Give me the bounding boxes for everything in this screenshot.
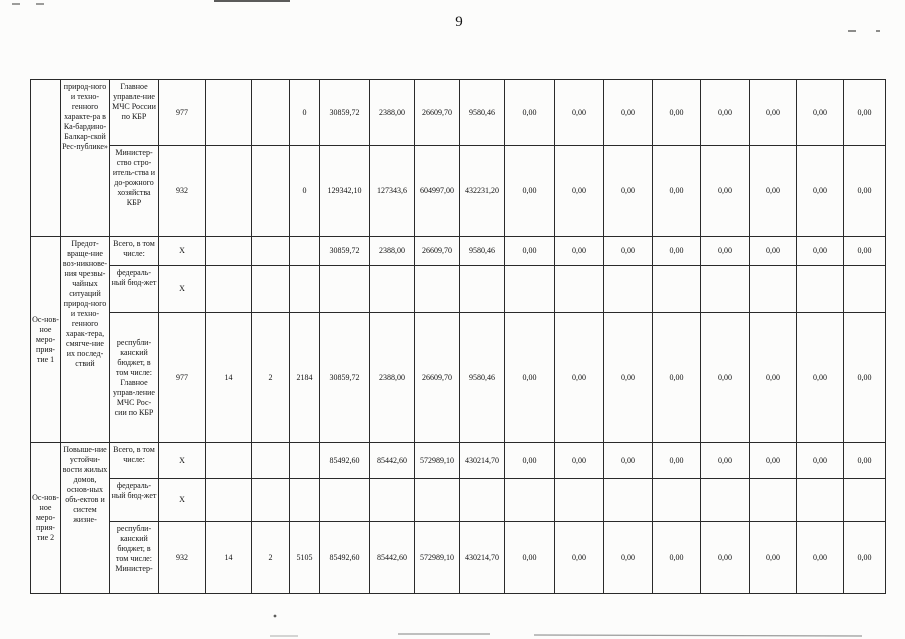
value-cell: 85492,60	[320, 522, 370, 594]
value-cell: 0,00	[844, 80, 886, 146]
value-cell	[604, 479, 653, 522]
table-row	[31, 522, 886, 594]
value-cell: 0,00	[844, 443, 886, 479]
value-cell	[750, 479, 797, 522]
code-cell	[252, 479, 290, 522]
value-cell: 0,00	[555, 522, 604, 594]
code-cell	[252, 266, 290, 313]
value-cell: 0,00	[604, 313, 653, 443]
main-event-label-cell: Ос-нов-ное меро-прия-тие 2	[31, 443, 61, 594]
code-cell	[206, 479, 252, 522]
value-cell	[701, 479, 750, 522]
code-cell	[252, 80, 290, 146]
value-cell: 0,00	[750, 237, 797, 266]
value-cell: 0,00	[797, 146, 844, 237]
value-cell: 0,00	[701, 313, 750, 443]
value-cell: 0,00	[750, 313, 797, 443]
value-cell: 572989,10	[415, 522, 460, 594]
value-cell: 0,00	[555, 313, 604, 443]
value-cell: 0,00	[750, 146, 797, 237]
value-cell: 30859,72	[320, 80, 370, 146]
event-description-cell: Предот-вращe-ние воз-никнове-ния чрезвы-чайных ситуаций природ-ного и техно-генного харак-тера, смягче-ние их послед-ствий	[61, 237, 110, 443]
code-cell	[290, 443, 320, 479]
value-cell	[505, 479, 555, 522]
value-cell	[604, 266, 653, 313]
value-cell: 604997,00	[415, 146, 460, 237]
value-cell: 0,00	[844, 522, 886, 594]
value-cell: 2388,00	[370, 80, 415, 146]
value-cell: 0,00	[604, 443, 653, 479]
value-cell	[555, 479, 604, 522]
responsible-executor-cell: федераль-ный бюд-жет	[110, 266, 159, 313]
table-row	[31, 313, 886, 443]
page-number: 9	[455, 14, 463, 30]
value-cell: 0,00	[555, 443, 604, 479]
value-cell	[460, 479, 505, 522]
code-cell: 932	[159, 522, 206, 594]
value-cell: 0,00	[701, 146, 750, 237]
value-cell	[320, 266, 370, 313]
value-cell: 2388,00	[370, 237, 415, 266]
value-cell	[797, 266, 844, 313]
value-cell: 0,00	[653, 443, 701, 479]
value-cell: 85492,60	[320, 443, 370, 479]
value-cell: 0,00	[701, 522, 750, 594]
value-cell: 9580,46	[460, 313, 505, 443]
responsible-executor-cell: федераль-ный бюд-жет	[110, 479, 159, 522]
value-cell: 0,00	[701, 443, 750, 479]
code-cell: 0	[290, 146, 320, 237]
value-cell: 0,00	[505, 522, 555, 594]
value-cell: 0,00	[844, 237, 886, 266]
code-cell: X	[159, 266, 206, 313]
value-cell	[653, 266, 701, 313]
value-cell: 0,00	[701, 237, 750, 266]
value-cell: 9580,46	[460, 80, 505, 146]
value-cell: 85442,60	[370, 443, 415, 479]
value-cell: 0,00	[505, 80, 555, 146]
responsible-executor-cell: республи-канский бюджет, в том числе: Министер-	[110, 522, 159, 594]
value-cell: 26609,70	[415, 237, 460, 266]
code-cell: X	[159, 479, 206, 522]
value-cell: 0,00	[797, 237, 844, 266]
code-cell: 2	[252, 313, 290, 443]
value-cell: 0,00	[750, 80, 797, 146]
value-cell: 430214,70	[460, 443, 505, 479]
value-cell: 0,00	[604, 80, 653, 146]
code-cell: 5105	[290, 522, 320, 594]
code-cell	[206, 80, 252, 146]
code-cell	[252, 237, 290, 266]
value-cell: 0,00	[797, 313, 844, 443]
value-cell: 0,00	[505, 313, 555, 443]
code-cell	[290, 266, 320, 313]
value-cell	[844, 266, 886, 313]
value-cell: 0,00	[750, 522, 797, 594]
table-row	[31, 266, 886, 313]
code-cell: 2184	[290, 313, 320, 443]
table-row	[31, 146, 886, 237]
value-cell: 0,00	[604, 522, 653, 594]
code-cell: X	[159, 237, 206, 266]
table-row	[31, 443, 886, 479]
value-cell: 0,00	[797, 522, 844, 594]
value-cell: 127343,6	[370, 146, 415, 237]
value-cell: 572989,10	[415, 443, 460, 479]
code-cell	[206, 146, 252, 237]
value-cell: 0,00	[555, 80, 604, 146]
value-cell: 0,00	[653, 313, 701, 443]
value-cell: 26609,70	[415, 80, 460, 146]
value-cell: 0,00	[653, 237, 701, 266]
value-cell: 0,00	[797, 80, 844, 146]
value-cell	[555, 266, 604, 313]
code-cell: 2	[252, 522, 290, 594]
code-cell	[206, 443, 252, 479]
value-cell: 0,00	[750, 443, 797, 479]
code-cell	[252, 146, 290, 237]
value-cell	[370, 266, 415, 313]
value-cell	[797, 479, 844, 522]
value-cell: 0,00	[505, 443, 555, 479]
row-group-label-cell	[31, 80, 61, 237]
value-cell	[415, 479, 460, 522]
value-cell: 0,00	[555, 237, 604, 266]
value-cell	[653, 479, 701, 522]
table-row	[31, 80, 886, 146]
code-cell: X	[159, 443, 206, 479]
value-cell	[750, 266, 797, 313]
value-cell	[460, 266, 505, 313]
budget-table	[30, 79, 886, 594]
value-cell: 9580,46	[460, 237, 505, 266]
table-row	[31, 479, 886, 522]
main-event-label-cell: Ос-нов-ное меро-прия-тие 1	[31, 237, 61, 443]
event-description-cell: природ-ного и техно-генного характе-ра в Ка-бардино-Балкар-ской Рес-публике»	[61, 80, 110, 237]
responsible-executor-cell: Главное управле-ние МЧС России по КБР	[110, 80, 159, 146]
value-cell: 85442,60	[370, 522, 415, 594]
value-cell	[320, 479, 370, 522]
value-cell: 0,00	[604, 237, 653, 266]
value-cell: 0,00	[653, 522, 701, 594]
value-cell	[505, 266, 555, 313]
value-cell: 0,00	[844, 313, 886, 443]
value-cell: 30859,72	[320, 237, 370, 266]
responsible-executor-cell: Министер-ство стро-итель-ства и до-рожного хозяйства КБР	[110, 146, 159, 237]
value-cell: 0,00	[844, 146, 886, 237]
event-description-cell: Повыше-ние устойчи-вости жилых домов, основ-ных объ-ектов и систем жизне-	[61, 443, 110, 594]
code-cell	[290, 237, 320, 266]
value-cell	[701, 266, 750, 313]
value-cell: 2388,00	[370, 313, 415, 443]
value-cell	[415, 266, 460, 313]
code-cell: 14	[206, 313, 252, 443]
code-cell: 0	[290, 80, 320, 146]
responsible-executor-cell: Всего, в том числе:	[110, 443, 159, 479]
value-cell	[370, 479, 415, 522]
value-cell: 432231,20	[460, 146, 505, 237]
value-cell: 30859,72	[320, 313, 370, 443]
code-cell	[206, 237, 252, 266]
value-cell	[844, 479, 886, 522]
responsible-executor-cell: республи-канский бюджет, в том числе: Главное управ-ление МЧС Рос-сии по КБР	[110, 313, 159, 443]
value-cell: 0,00	[505, 146, 555, 237]
code-cell	[206, 266, 252, 313]
value-cell: 0,00	[701, 80, 750, 146]
value-cell: 26609,70	[415, 313, 460, 443]
code-cell: 932	[159, 146, 206, 237]
value-cell: 0,00	[797, 443, 844, 479]
value-cell: 0,00	[653, 146, 701, 237]
value-cell: 0,00	[505, 237, 555, 266]
code-cell: 977	[159, 80, 206, 146]
code-cell: 14	[206, 522, 252, 594]
value-cell: 430214,70	[460, 522, 505, 594]
code-cell	[252, 443, 290, 479]
value-cell: 0,00	[604, 146, 653, 237]
value-cell: 0,00	[653, 80, 701, 146]
value-cell: 129342,10	[320, 146, 370, 237]
table-row	[31, 237, 886, 266]
value-cell: 0,00	[555, 146, 604, 237]
code-cell	[290, 479, 320, 522]
code-cell: 977	[159, 313, 206, 443]
responsible-executor-cell: Всего, в том числе:	[110, 237, 159, 266]
